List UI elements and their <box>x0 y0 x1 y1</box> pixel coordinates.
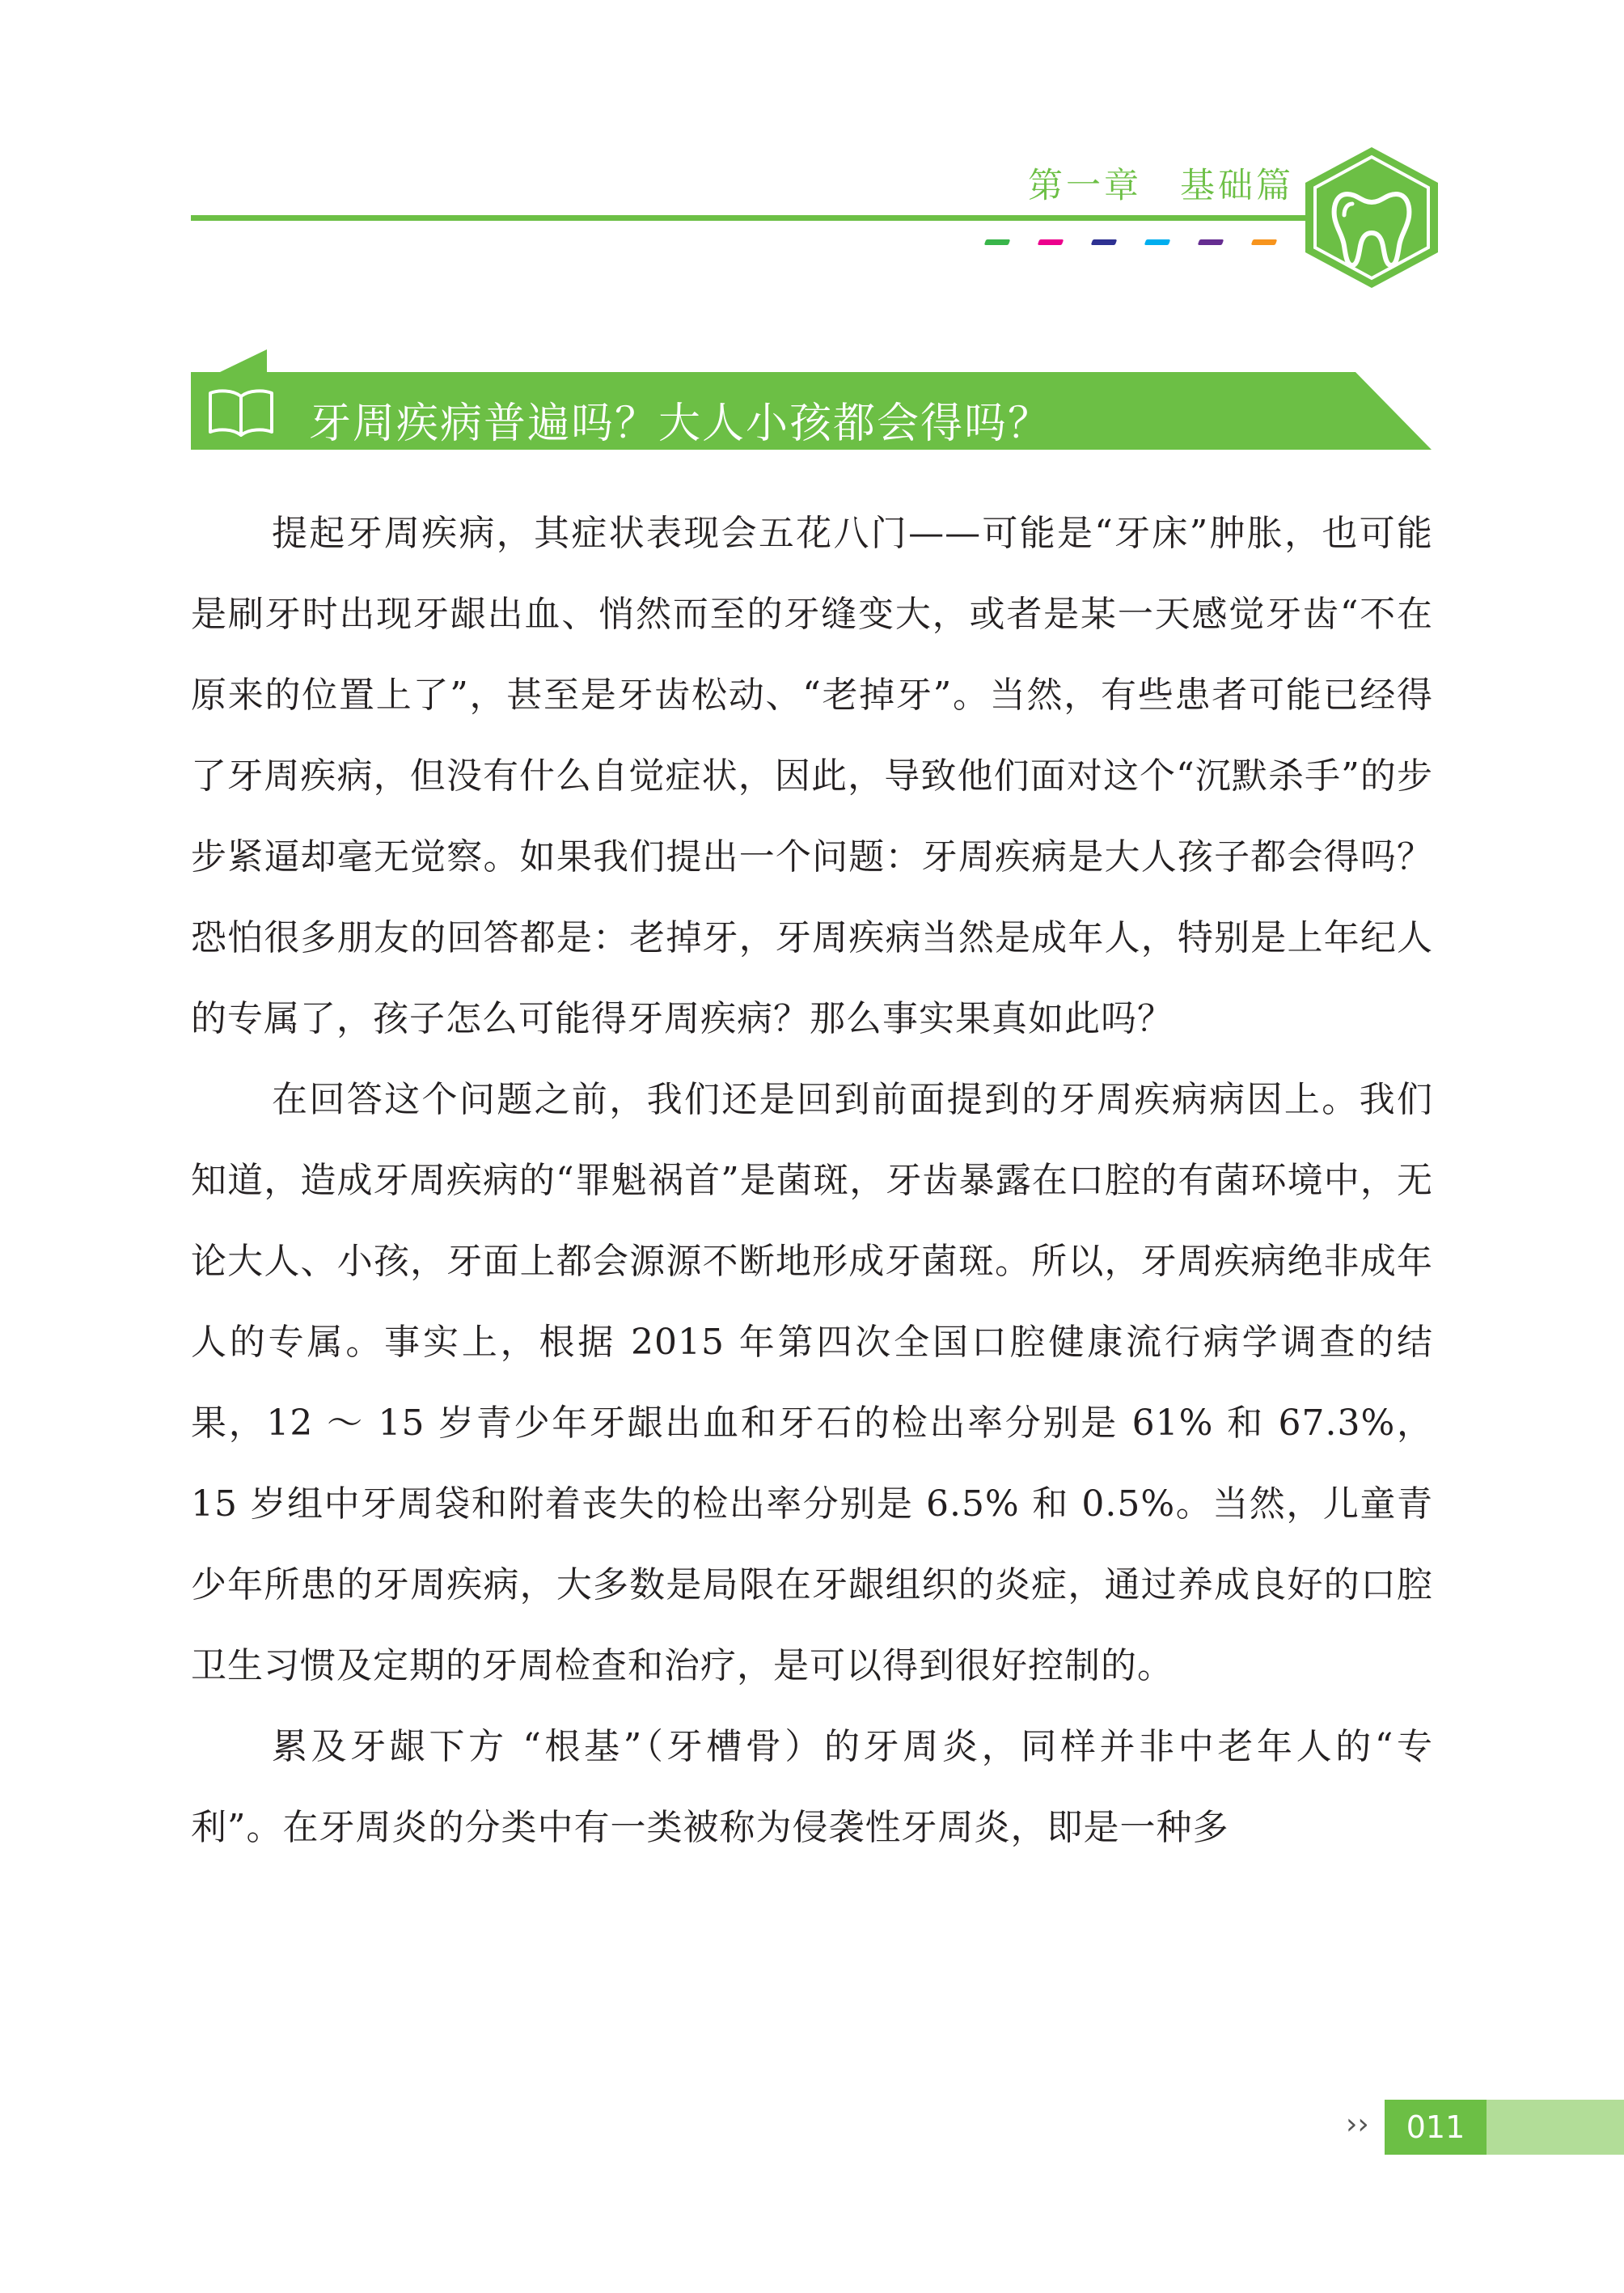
chapter-title: 第一章 基础篇 <box>1028 166 1294 206</box>
body-text <box>191 493 1433 1868</box>
header-dash <box>984 239 1011 245</box>
header-dash <box>1144 239 1171 245</box>
tooth-icon <box>1302 144 1441 291</box>
section-banner <box>191 348 1432 453</box>
footer-arrows: ›› <box>1346 2108 1369 2141</box>
header-dash <box>1038 239 1064 245</box>
paragraph: 累及牙龈下方 “根基”（牙槽骨）的牙周炎，同样并非中老年人的“专利”。在牙周炎的分类中有一类被称为侵袭性牙周炎，即是一种多 <box>191 1726 1433 1848</box>
paragraph: 提起牙周疾病，其症状表现会五花八门——可能是“牙床”肿胀，也可能是刷牙时出现牙龈出血、悄然而至的牙缝变大，或者是某一天感觉牙齿“不在原来的位置上了”，甚至是牙齿松动、“老掉牙”。当然，有些患者可能已经得了牙周疾病，但没有什么自觉症状，因此，导致他们面对这个“沉默杀手”的步步紧逼却毫无觉察。如果我们提出一个问题：牙周疾病是大人孩子都会得吗？恐怕很多朋友的回答都是：老掉牙，牙周疾病当然是成年人，特别是上年纪人的专属了，孩子怎么可能得牙周疾病？那么事实果真如此吗？ <box>191 513 1433 1039</box>
page-number: 011 <box>1385 2100 1487 2155</box>
open-book-icon <box>207 388 275 437</box>
footer-strip <box>1487 2100 1624 2155</box>
header-rule <box>191 215 1404 221</box>
header-dash <box>1251 239 1278 245</box>
paragraph: 在回答这个问题之前，我们还是回到前面提到的牙周疾病病因上。我们知道，造成牙周疾病的“罪魁祸首”是菌斑，牙齿暴露在口腔的有菌环境中，无论大人、小孩，牙面上都会源源不断地形成牙菌斑。所以，牙周疾病绝非成年人的专属。事实上，根据 2015 年第四次全国口腔健康流行病学调查的结果，12 ～ 15 岁青少年牙龈出血和牙石的检出率分别是 61% 和 67.3%，15 岁组中牙周袋和附着丧失的检出率分别是 6.5% 和 0.5%。当然，儿童青少年所患的牙周疾病，大多数是局限在牙龈组织的炎症，通过养成良好的口腔卫生习惯及定期的牙周检查和治疗，是可以得到很好控制的。 <box>191 1079 1433 1686</box>
section-title: 牙周疾病普遍吗？大人小孩都会得吗？ <box>309 400 1052 448</box>
header-dash <box>1091 239 1118 245</box>
header-dash <box>1198 239 1224 245</box>
